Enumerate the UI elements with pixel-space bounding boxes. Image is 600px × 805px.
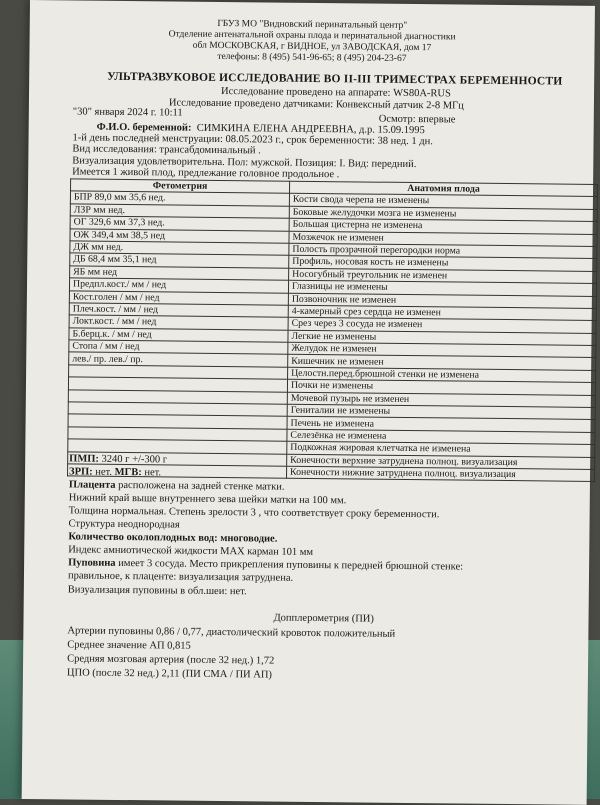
fetometry-header: Фетометрия <box>70 179 289 194</box>
zrp-line: ЗРП: нет. МГВ: нет. <box>69 466 162 479</box>
ultrasound-report-page <box>22 0 595 805</box>
anatomy-cell: Кишечник не изменен <box>288 355 596 371</box>
anatomy-cell: Почки не изменены <box>287 379 595 395</box>
anatomy-cell: Легкие не изменены <box>288 330 596 346</box>
fetometry-cell: Кост.голен / мм / нед <box>69 290 288 305</box>
report-title: УЛЬТРАЗВУКОВОЕ ИССЛЕДОВАНИЕ ВО II-III ТРИМЕСТРАХ БЕРЕМЕННОСТИ <box>107 70 563 88</box>
fetometry-cell: Предпл.кост./ мм / нед <box>69 278 288 293</box>
anatomy-cell: Кости свода черепа не изменены <box>289 194 597 210</box>
fetometry-anatomy-table <box>67 178 598 482</box>
anatomy-cell: 4-камерный срез сердца не изменен <box>288 305 596 321</box>
pmp-line: ПМП: 3240 г +/-300 г <box>69 453 168 466</box>
cord-line: Пуповина имеет 3 сосуда. Место прикрепления пуповины к передней брюшной стенке: <box>68 557 464 573</box>
anatomy-cell: Боковые желудочки мозга не изменены <box>289 206 597 222</box>
anatomy-cell: Гениталии не изменены <box>287 404 595 420</box>
fetometry-cell: ОГ 329,6 мм 37,3 нед. <box>70 216 289 231</box>
fetometry-cell: ЛЗР мм нед. <box>70 204 289 219</box>
anatomy-cell: Конечности нижние затруднена полноц. визуализация <box>287 466 595 482</box>
sensor-line: Исследование проведено датчиками: Конвексный датчик 2-8 МГц <box>168 97 464 112</box>
fetometry-cell: Б.берц.к. / мм / нед <box>69 328 288 343</box>
amniotic-index: Индекс амниотической жидкости МАХ карман 101 мм <box>68 544 314 558</box>
exam-type: Осмотр: впервые <box>378 113 456 126</box>
clinic-address: обл МОСКОВСКАЯ, г ВИДНОЕ, ул ЗАВОДСКАЯ, дом 17 <box>192 40 432 54</box>
anatomy-cell: Мозжечок не изменен <box>289 231 597 247</box>
fetometry-cell: Плеч.кост. / мм / нед <box>69 303 288 318</box>
doppler-mean: Среднее значение АП 0,815 <box>67 639 191 652</box>
patient-label: Ф.И.О. беременной: <box>96 121 192 134</box>
patient-name: СИМКИНА ЕЛЕНА АНДРЕЕВНА, д.р. 15.09.1995 <box>196 122 425 137</box>
visualization-line: Визуализация удовлетворительна. Пол: мужской. Позиция: I. Вид: передний. <box>72 155 417 171</box>
placenta-thickness: Толщина нормальная. Степень зрелости 3 , что соответствует сроку беременности. <box>68 505 440 521</box>
anatomy-cell: Селезёнка не изменена <box>287 429 595 445</box>
anatomy-cell: Большая цистерна не изменена <box>289 218 597 234</box>
fetometry-cell: ДБ 68,4 мм 35,1 нед <box>70 253 289 268</box>
doppler-cpr: ЦПО (после 32 нед.) 2,11 (ПИ СМА / ПИ АП) <box>66 667 272 681</box>
amniotic-fluid: Количество околоплодных вод: многоводие. <box>68 531 278 545</box>
placenta-structure: Структура неоднородная <box>68 518 180 531</box>
doppler-umbilical: Артерии пуповины 0,86 / 0,77, диастолический кровоток положительный <box>67 625 396 640</box>
exam-date: "30" января 2024 г. 10:11 <box>72 106 183 119</box>
fetometry-cell: ОЖ 349,4 мм 38,5 нед <box>70 228 289 243</box>
anatomy-cell: Носогубный треугольник не изменен <box>289 268 597 284</box>
anatomy-cell: Мочевой пузырь не изменен <box>287 392 595 408</box>
anatomy-cell: Печень не изменена <box>287 417 595 433</box>
cord-attachment: правильное, к плаценте: визуализация затруднена. <box>67 570 294 584</box>
fetometry-cell: Стопа / мм / нед <box>69 340 288 355</box>
anatomy-header: Анатомия плода <box>289 181 597 197</box>
fetometry-cell: БПР 89,0 мм 35,6 нед. <box>70 191 289 206</box>
anatomy-cell: Профиль, носовая кость не изменены <box>289 256 597 272</box>
anatomy-cell: Срез через 3 сосуда не изменен <box>288 318 596 334</box>
doppler-mca: Средняя мозговая артерия (после 32 нед.) 1,72 <box>67 653 275 667</box>
placenta-line: Плацента расположена на задней стенке матки. <box>68 479 285 493</box>
anatomy-cell: Конечности верхние затруднена полноц. визуализация <box>287 454 595 470</box>
device-line: Исследование проведено на аппарате: WS80A-RUS <box>220 86 451 100</box>
anatomy-cell: Желудок не изменен <box>288 342 596 358</box>
fetometry-cell: лев./ пр. лев./ пр. <box>69 352 288 367</box>
placenta-edge: Нижний край выше внутреннего зева шейки матки на 100 мм. <box>68 492 347 507</box>
department-name: Отделение антенатальной охраны плода и перинатальной диагностики <box>168 29 456 43</box>
fetometry-cell: ДЖ мм нед. <box>70 241 289 256</box>
anatomy-cell: Подкожная жировая клетчатка не изменена <box>287 441 595 457</box>
cord-neck: Визуализация пуповины в обл.шеи: нет. <box>67 584 247 598</box>
fetometry-cell: ЯБ мм нед <box>70 266 289 281</box>
clinic-name: ГБУЗ МО "Видновский перинатальный центр" <box>217 18 408 31</box>
clinic-phones: телефоны: 8 (495) 541-96-65; 8 (495) 204-23-67 <box>217 51 407 64</box>
lmp-line: 1-й день последней менструации: 08.05.2023 г., срок беременности: 38 нед. 1 дн. <box>72 132 433 148</box>
study-kind: Вид исследования: трансабдоминальный . <box>72 143 261 157</box>
anatomy-cell: Полость прозрачной перегородки норма <box>289 243 597 259</box>
anatomy-cell: Целостн.перед.брюшной стенки не изменена <box>288 367 596 383</box>
fetometry-cell: Локт.кост. / мм / нед <box>69 315 288 330</box>
doppler-title: Допплерометрия (ПИ) <box>273 612 374 625</box>
anatomy-cell: Позвоночник не изменен <box>288 293 596 309</box>
fetus-line: Имеется 1 живой плод, предлежание головное продольное . <box>72 166 340 181</box>
anatomy-cell: Глазницы не изменены <box>288 280 596 296</box>
